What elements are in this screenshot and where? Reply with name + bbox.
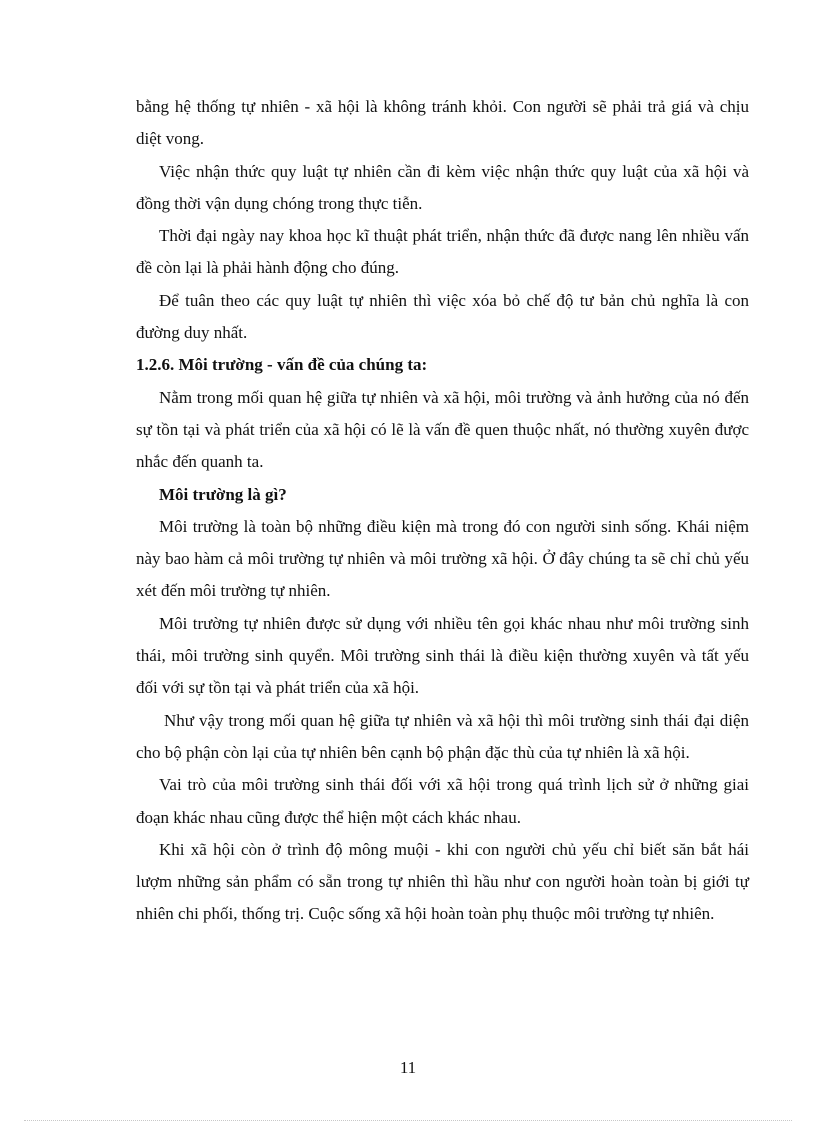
page-bottom-divider: [24, 1120, 792, 1121]
paragraph: Để tuân theo các quy luật tự nhiên thì việc xóa bỏ chế độ tư bản chủ nghĩa là con đường duy nhất.: [136, 290, 749, 343]
paragraph: Như vậy trong mối quan hệ giữa tự nhiên và xã hội thì môi trường sinh thái đại diện cho bộ phận còn lại của tự nhiên bên cạnh bộ phận đặc thù của tự nhiên là xã hội.: [136, 710, 749, 762]
section-heading: 1.2.6. Môi trường - vấn đề của chúng ta:: [136, 355, 428, 375]
paragraph: Nằm trong mối quan hệ giữa tự nhiên và xã hội, môi trường và ảnh hưởng của nó đến sự tồn tại và phát triển của xã hội có lẽ là vấn đề quen thuộc nhất, nó thường xuyên được nhắc đến quanh ta.: [136, 387, 749, 472]
paragraph: bằng hệ thống tự nhiên - xã hội là không tránh khỏi. Con người sẽ phải trả giá và chịu diệt vong.: [136, 97, 749, 149]
paragraph: Vai trò của môi trường sinh thái đối với xã hội trong quá trình lịch sử ở những giai đoạn khác nhau cũng được thể hiện một cách khác nhau.: [136, 775, 749, 827]
paragraph: Thời đại ngày nay khoa học kĩ thuật phát triển, nhận thức đã được nang lên nhiều vấn đề còn lại là phải hành động cho đúng.: [136, 226, 749, 278]
paragraph: Việc nhận thức quy luật tự nhiên cần đi kèm việc nhận thức quy luật của xã hội và đồng thời vận dụng chóng trong thực tiễn.: [136, 161, 749, 213]
page-number: 11: [399, 1058, 417, 1077]
subheading: Môi trường là gì?: [159, 484, 287, 504]
paragraph: Môi trường tự nhiên được sử dụng với nhiều tên gọi khác nhau như môi trường sinh thái, môi trường sinh quyển. Môi trường sinh thái là điều kiện thường xuyên và tất yếu đối với sự tồn tại và phát triển của xã hội.: [136, 613, 749, 698]
paragraph: Khi xã hội còn ở trình độ mông muội - khi con người chủ yếu chỉ biết săn bắt hái lượm những sản phẩm có sẵn trong tự nhiên thì hầu như con người hoàn toàn bị giới tự nhiên chi phối, thống trị. Cuộc sống xã hội hoàn toàn phụ thuộc môi trường tự nhiên.: [136, 839, 749, 924]
page-body: [136, 91, 749, 931]
paragraph: Môi trường là toàn bộ những điều kiện mà trong đó con người sinh sống. Khái niệm này bao hàm cả môi trường tự nhiên và môi trường xã hội. Ở đây chúng ta sẽ chỉ chủ yếu xét đến môi trường tự nhiên.: [136, 516, 749, 601]
